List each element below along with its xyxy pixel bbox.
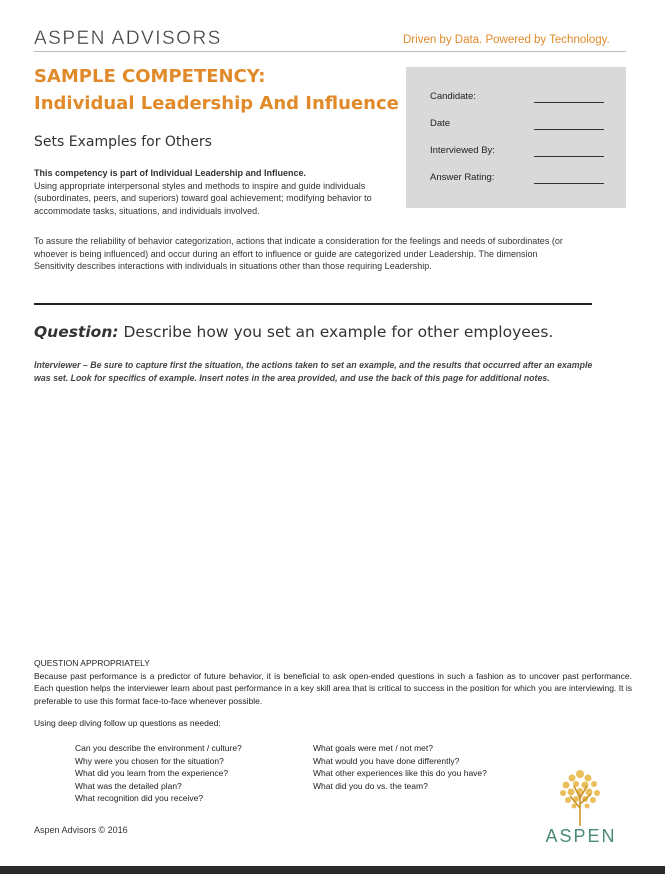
reliability-paragraph: To assure the reliability of behavior categorization, actions that indicate a consideration for the feelings and needs of subordinates (or whoever is being influenced) and occur during an effort to influence or guide are categorized under Leadership. The dimension Sensitivity describes interactions with individuals in situations other than those requiring Leadership. — [34, 236, 563, 271]
aspen-logo — [530, 764, 632, 850]
aspen-tree-icon — [530, 764, 632, 828]
follow-up-question: What other experiences like this do you have? — [313, 768, 487, 779]
follow-up-question: Why were you chosen for the situation? — [75, 755, 224, 766]
interviewed-by-blank-line[interactable] — [534, 156, 604, 157]
logo-wordmark: ASPEN — [545, 826, 617, 846]
candidate-label: Candidate: — [430, 91, 476, 102]
follow-up-question: What goals were met / not met? — [313, 743, 433, 753]
copyright-text: Aspen Advisors © 2016 — [34, 825, 128, 835]
intro-text: Using appropriate interpersonal styles and methods to inspire and guide individuals (subordinates, peers, and superiors) toward goal achievement; modifying behavior to accommodate tasks, situations, and individuals involved. — [34, 180, 372, 216]
intro-bold-line: This competency is part of Individual Leadership and Influence. — [34, 168, 307, 178]
follow-up-question: What was the detailed plan? — [75, 780, 182, 791]
follow-up-question: What did you learn from the experience? — [75, 768, 229, 779]
candidate-info-box — [406, 67, 626, 208]
interviewed-by-field — [430, 145, 620, 159]
page-title-line2: Individual Leadership And Influence — [34, 93, 399, 114]
interviewer-note: Interviewer – Be sure to capture first the situation, the actions taken to set an example, and the results that occurred after an example was set. Look for specifics of example. Insert notes in the area provided, and use the back of this page for additional notes. — [34, 360, 593, 383]
follow-up-question: What would you have done differently? — [313, 755, 460, 766]
date-label: Date — [430, 118, 451, 129]
follow-up-questions-right — [313, 742, 487, 792]
date-blank-line[interactable] — [534, 129, 604, 130]
answer-rating-blank-line[interactable] — [534, 183, 604, 184]
tagline: Driven by Data. Powered by Technology. — [403, 34, 610, 46]
follow-up-question: What recognition did you receive? — [75, 793, 204, 804]
answer-rating-label: Answer Rating: — [430, 172, 495, 183]
date-field — [430, 118, 620, 132]
question-label: Question: — [34, 323, 119, 341]
brand-logo-text: ASPEN ADVISORS — [34, 28, 222, 49]
section-divider — [34, 303, 592, 305]
question-appropriately-body: Because past performance is a predictor of future behavior, it is beneficial to ask open-ended questions in such a fashion as to uncover past performance. Each question helps the interviewer learn about past performance in a key skill area that is critical to success in the position for which you are interviewing. It is preferable to use this format face-to-face whenever possible. — [34, 671, 632, 706]
candidate-field — [430, 91, 620, 105]
candidate-blank-line[interactable] — [534, 102, 604, 103]
interview-question — [34, 323, 553, 341]
question-text: Describe how you set an example for other employees. — [123, 323, 554, 341]
competency-intro — [34, 167, 404, 217]
deep-diving-intro: Using deep diving follow up questions as needed: — [34, 718, 221, 728]
answer-rating-field — [430, 172, 620, 186]
page-subtitle: Sets Examples for Others — [34, 134, 212, 150]
bottom-edge-strip — [0, 866, 665, 874]
page-title-line1: SAMPLE COMPETENCY: — [34, 66, 266, 87]
question-appropriately-heading: QUESTION APPROPRIATELY — [34, 658, 150, 668]
header-divider — [34, 51, 626, 52]
follow-up-questions-left — [75, 742, 242, 805]
interviewed-by-label: Interviewed By: — [430, 145, 495, 156]
follow-up-question: Can you describe the environment / culture? — [75, 743, 242, 753]
follow-up-question: What did you do vs. the team? — [313, 780, 428, 791]
